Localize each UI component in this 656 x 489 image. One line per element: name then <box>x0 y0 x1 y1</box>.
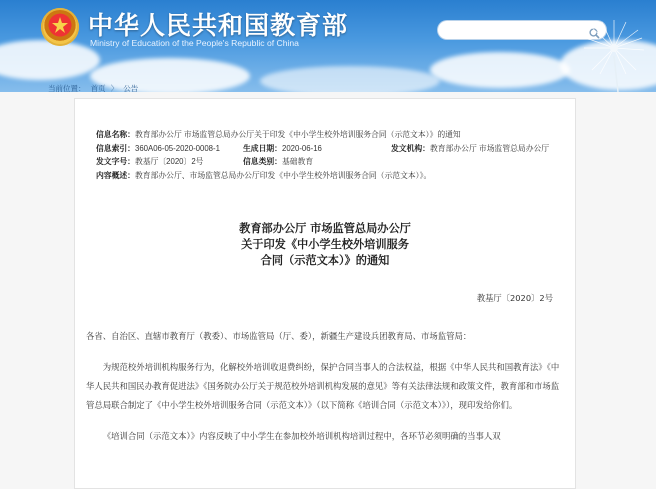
breadcrumb-label: 当前位置： <box>48 84 86 92</box>
meta-value-date: 2020-06-16 <box>281 143 322 153</box>
site-header <box>0 0 656 92</box>
meta-row-info-name <box>96 129 461 143</box>
meta-value-publisher: 教育部办公厅 市场监管总局办公厅 <box>429 143 550 153</box>
document-title <box>75 221 575 269</box>
document-title-line: 合同（示范文本）》的通知 <box>260 254 390 267</box>
meta-label-index: 信息索引： <box>96 143 135 153</box>
meta-value-docnum: 教基厅〔2020〕2号 <box>134 157 204 166</box>
body-paragraph: 《培训合同（示范文本）》内容反映了中小学生在参加校外培训机构培训过程中，各环节必须明确的当事人双 <box>102 431 501 441</box>
salutation: 各省、自治区、直辖市教育厅（教委）、市场监管局（厅、委），新疆生产建设兵团教育局、市场监管局： <box>86 331 472 341</box>
cloud-decoration <box>260 66 440 92</box>
meta-value-category: 基础教育 <box>281 157 314 166</box>
meta-label-date: 生成日期： <box>243 143 282 153</box>
site-subtitle: Ministry of Education of the People's Republic of China <box>90 38 299 48</box>
meta-label-publisher: 发文机构： <box>391 143 430 153</box>
breadcrumb-home-link[interactable]: 首页 <box>90 84 106 92</box>
body-paragraph: 为规范校外培训机构服务行为，化解校外培训收退费纠纷，保护合同当事人的合法权益，根据《中华人民共和国教育法》《中华人民共和国民办教育促进法》《国务院办公厅关于规范校外培训机构发展的意见》等有关法律法规和政策文件，教育部和市场监管总局联合制定了《中小学生校外培训服务合同（示范文本）》（以下简称《培训合同（示范文本）》），现印发给你们。 <box>86 362 560 410</box>
site-title[interactable]: 中华人民共和国教育部 <box>88 11 349 40</box>
cloud-decoration <box>430 52 570 88</box>
meta-row-index <box>96 143 550 157</box>
document-title-line: 教育部办公厅 市场监管总局办公厅 <box>239 222 411 235</box>
meta-value-index: 360A06-05-2020-0008-1 <box>134 143 220 153</box>
meta-label-docnum: 发文字号： <box>96 157 135 166</box>
meta-value-summary: 教育部办公厅、市场监管总局办公厅印发《中小学生校外培训服务合同（示范文本）》。 <box>134 170 432 180</box>
meta-label-info-name: 信息名称： <box>96 130 135 139</box>
meta-row-summary <box>96 170 461 184</box>
breadcrumb-current-link[interactable]: 公告 <box>123 84 139 92</box>
national-emblem-icon[interactable] <box>41 8 79 46</box>
document-number: 教基厅〔2020〕2号 <box>476 293 553 303</box>
document-title-line: 关于印发《中小学生校外培训服务 <box>241 238 409 251</box>
dandelion-decoration-icon <box>578 18 648 92</box>
meta-value-info-name: 教育部办公厅 市场监管总局办公厅关于印发《中小学生校外培训服务合同（示范文本）》的通知 <box>134 130 461 139</box>
search-input[interactable] <box>446 25 590 43</box>
meta-label-summary: 内容概述： <box>96 170 135 180</box>
article-panel <box>74 98 576 489</box>
meta-row-docnum <box>96 156 461 170</box>
breadcrumb-separator: 〉 <box>110 84 119 92</box>
meta-label-category: 信息类别： <box>243 157 282 166</box>
cloud-decoration <box>0 40 100 80</box>
breadcrumb <box>48 83 141 92</box>
document-body <box>86 327 564 458</box>
metadata-table <box>96 129 550 183</box>
